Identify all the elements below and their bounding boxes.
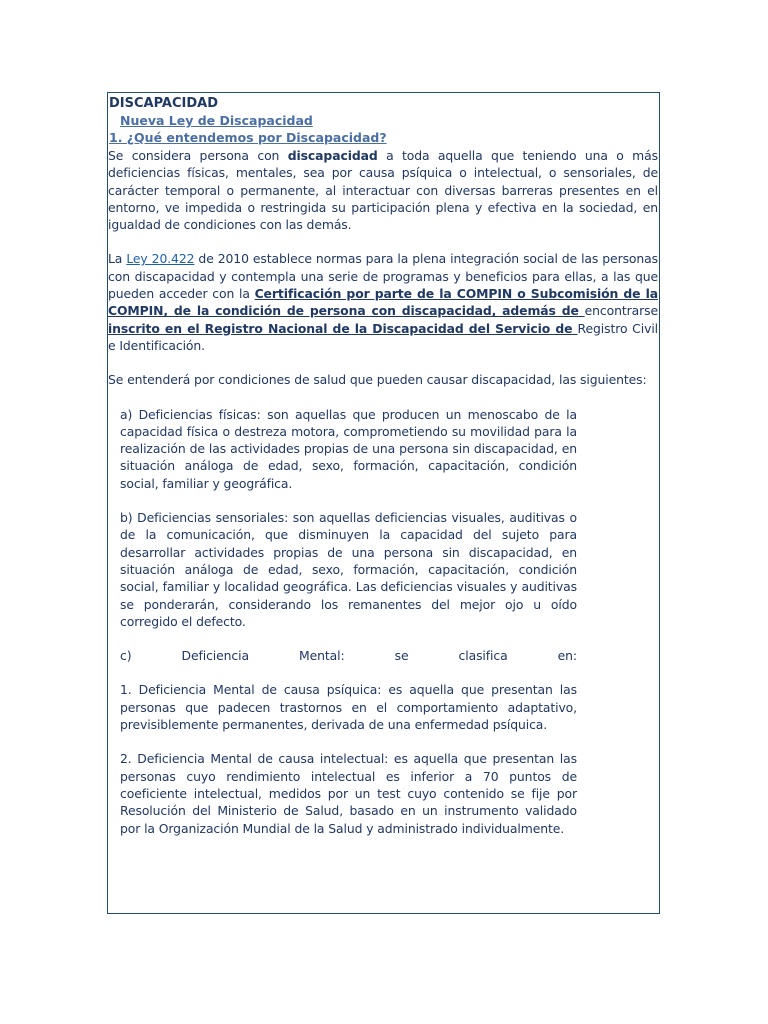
section-question: 1. ¿Qué entendemos por Discapacidad? xyxy=(109,130,387,145)
list-item-mental-psychic: 1. Deficiencia Mental de causa psíquica: es aquella que presentan las personas que padecen trastornos en el comportamiento adaptativo, previsiblemente permanentes, derivada de una enfermedad psíquica. xyxy=(120,682,577,733)
list-item-mental: c) Deficiencia Mental: se clasifica en: xyxy=(120,648,577,664)
list-item-sensory: b) Deficiencias sensoriales: son aquellas deficiencias visuales, auditivas o de la comunicación, que disminuyen la capacidad del sujeto para desarrollar actividades propias de una persona sin discapacidad, en situación análoga de edad, sexo, formación, capacitación, condición social, familiar y localidad geográfica. Las deficiencias visuales y auditivas se ponderarán, considerando los remanentes del mejor ojo u oído corregido el defecto. xyxy=(120,510,577,629)
document-subtitle: Nueva Ley de Discapacidad xyxy=(120,113,313,128)
list-item-physical: a) Deficiencias físicas: son aquellas que producen un menoscabo de la capacidad física o destreza motora, comprometiendo su movilidad para la realización de las actividades propias de una persona sin discapacidad, en situación análoga de edad, sexo, formación, capacitación, condición social, familiar y geográfica. xyxy=(120,406,578,491)
discapacidad-term: discapacidad xyxy=(287,148,378,163)
list-item-mental-intellectual: 2. Deficiencia Mental de causa intelectual: es aquella que presentan las personas cuyo rendimiento intelectual es inferior a 70 puntos de coeficiente intelectual, medidos por un test cuyo contenido se fije por Resolución del Ministerio de Salud, basado en un instrumento validado por la Organización Mundial de la Salud y administrado individualmente. xyxy=(120,751,577,836)
law-paragraph: La Ley 20.422 de 2010 establece normas para la plena integración social de las personas con discapacidad y contempla una serie de programas y beneficios para ellas, a las que pueden acceder con la Certificación por parte de la COMPIN o Subcomisión de la COMPIN, de la condición de persona con discapacidad, además de encontrarse inscrito en el Registro Nacional de la Discapacidad del Servicio de Registro Civil e Identificación. xyxy=(108,251,659,353)
conditions-intro: Se entenderá por condiciones de salud que pueden causar discapacidad, las siguientes: xyxy=(108,372,647,388)
certification-link[interactable]: Certificación por parte de la COMPIN o Subcomisión de la COMPIN, de la condición de persona con discapacidad, además de xyxy=(108,286,658,319)
document-title: DISCAPACIDAD xyxy=(109,96,219,111)
law-link[interactable]: Ley 20.422 xyxy=(126,251,195,267)
registry-link[interactable]: inscrito en el Registro Nacional de la Discapacidad del Servicio de xyxy=(108,320,578,336)
conditions-list xyxy=(108,406,659,837)
definition-paragraph: Se considera persona con discapacidad a toda aquella que teniendo una o más deficiencias físicas, mentales, sea por causa psíquica o intelectual, o sensoriales, de carácter temporal o permanente, al interactuar con diversas barreras presentes en el entorno, ve impedida o restringida su participación plena y efectiva en la sociedad, en igualdad de condiciones con las demás. xyxy=(108,148,659,233)
document-frame xyxy=(107,92,660,914)
